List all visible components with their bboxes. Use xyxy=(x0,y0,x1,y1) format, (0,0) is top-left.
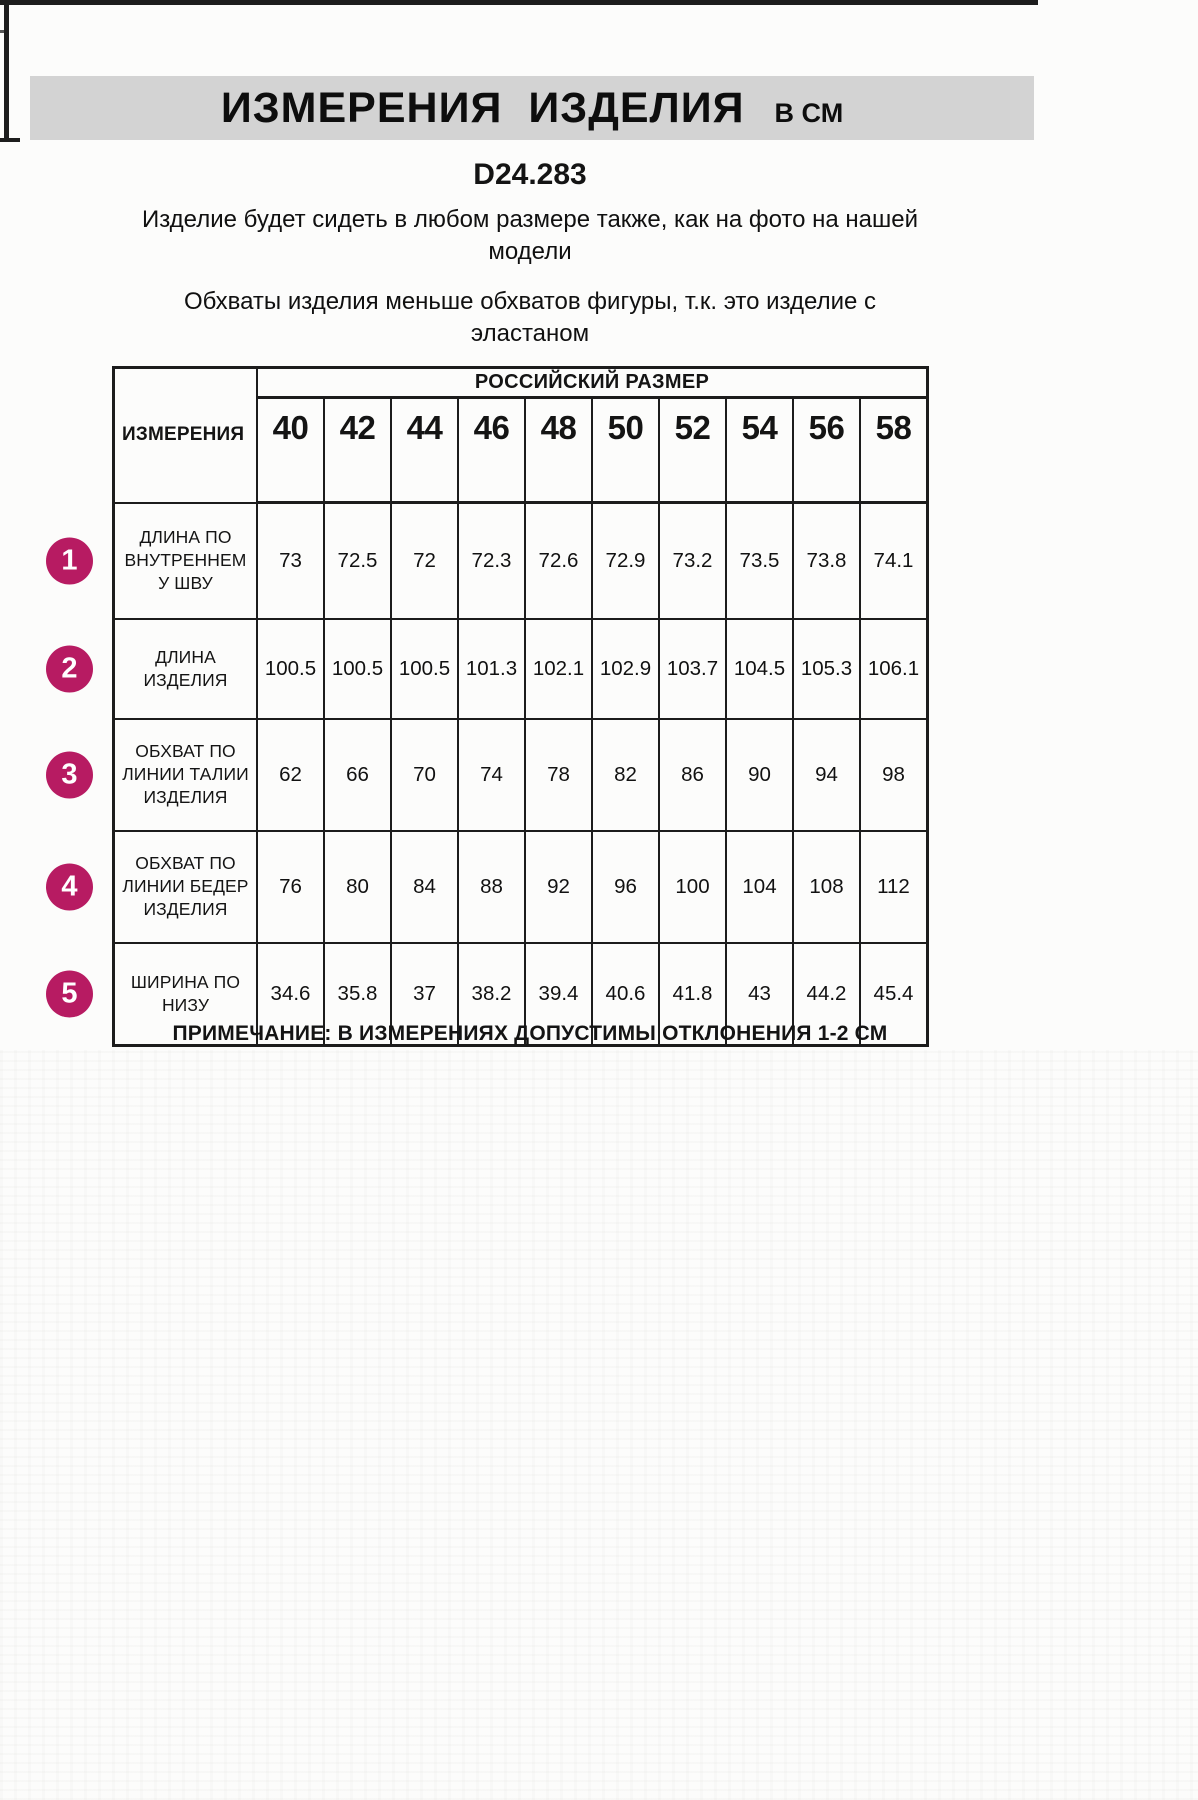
row-label-text: ДЛИНА ПО ВНУТРЕННЕМУ ШВУ xyxy=(124,527,247,593)
value-cell: 98 xyxy=(860,719,928,831)
value-cell: 74.1 xyxy=(860,503,928,619)
value-cell: 103.7 xyxy=(659,619,726,719)
value-cell: 72 xyxy=(391,503,458,619)
row-label xyxy=(61,619,258,719)
value-cell: 106.1 xyxy=(860,619,928,719)
row-number-badge: 1 xyxy=(46,537,93,584)
value-cell: 73 xyxy=(257,503,324,619)
row-label xyxy=(61,831,258,943)
value-cell: 104.5 xyxy=(726,619,793,719)
value-cell: 40.6 xyxy=(592,943,659,1046)
value-cell: 112 xyxy=(860,831,928,943)
value-cell: 105.3 xyxy=(793,619,860,719)
size-col-44: 44 xyxy=(391,398,458,503)
row-label xyxy=(61,719,258,831)
value-cell: 102.9 xyxy=(592,619,659,719)
title-bar xyxy=(30,76,1034,140)
value-cell: 35.8 xyxy=(324,943,391,1046)
value-cell: 80 xyxy=(324,831,391,943)
scan-paper-noise xyxy=(0,1050,1198,1800)
value-cell: 88 xyxy=(458,831,525,943)
size-col-56: 56 xyxy=(793,398,860,503)
value-cell: 92 xyxy=(525,831,592,943)
table-row xyxy=(114,503,928,619)
table-row xyxy=(114,719,928,831)
value-cell: 38.2 xyxy=(458,943,525,1046)
size-col-42: 42 xyxy=(324,398,391,503)
row-label xyxy=(61,503,258,619)
table-row xyxy=(114,619,928,719)
intro-paragraph-elastane: Обхваты изделия меньше обхватов фигуры, т.к. это изделие с эластаном xyxy=(183,288,877,347)
size-col-48: 48 xyxy=(525,398,592,503)
value-cell: 66 xyxy=(324,719,391,831)
value-cell: 84 xyxy=(391,831,458,943)
value-cell: 44.2 xyxy=(793,943,860,1046)
value-cell: 73.8 xyxy=(793,503,860,619)
value-cell: 72.3 xyxy=(458,503,525,619)
scan-artifact-tick xyxy=(0,138,20,142)
russian-size-header: РОССИЙСКИЙ РАЗМЕР xyxy=(257,368,928,398)
value-cell: 78 xyxy=(525,719,592,831)
value-cell: 108 xyxy=(793,831,860,943)
row-number-badge: 5 xyxy=(46,970,93,1017)
value-cell: 45.4 xyxy=(860,943,928,1046)
value-cell: 100.5 xyxy=(257,619,324,719)
size-col-52: 52 xyxy=(659,398,726,503)
value-cell: 100.5 xyxy=(324,619,391,719)
title-unit-cm: В СМ xyxy=(774,97,844,128)
value-cell: 102.1 xyxy=(525,619,592,719)
size-table xyxy=(61,366,929,1047)
value-cell: 76 xyxy=(257,831,324,943)
value-cell: 101.3 xyxy=(458,619,525,719)
size-table-wrap xyxy=(61,366,929,1047)
value-cell: 73.5 xyxy=(726,503,793,619)
size-col-50: 50 xyxy=(592,398,659,503)
value-cell: 37 xyxy=(391,943,458,1046)
value-cell: 62 xyxy=(257,719,324,831)
value-cell: 34.6 xyxy=(257,943,324,1046)
group-header-row xyxy=(114,368,928,398)
value-cell: 72.6 xyxy=(525,503,592,619)
value-cell: 86 xyxy=(659,719,726,831)
scan-artifact-top-line xyxy=(0,0,1038,5)
value-cell: 39.4 xyxy=(525,943,592,1046)
size-col-46: 46 xyxy=(458,398,525,503)
value-cell: 72.5 xyxy=(324,503,391,619)
product-code: D24.283 xyxy=(473,158,587,191)
value-cell: 72.9 xyxy=(592,503,659,619)
scan-artifact-left-line xyxy=(4,5,9,138)
row-number-badge: 2 xyxy=(46,645,93,692)
intro-paragraph-fit: Изделие будет сидеть в любом размере также, как на фото на нашей модели xyxy=(141,206,919,265)
value-cell: 73.2 xyxy=(659,503,726,619)
size-col-40: 40 xyxy=(257,398,324,503)
row-label-text: ДЛИНА ИЗДЕЛИЯ xyxy=(143,646,228,690)
note-text: ПРИМЕЧАНИЕ: В ИЗМЕРЕНИЯХ ДОПУСТИМЫ ОТКЛОНЕНИЯ 1-2 СМ xyxy=(172,1022,888,1045)
value-cell: 70 xyxy=(391,719,458,831)
value-cell: 100.5 xyxy=(391,619,458,719)
value-cell: 90 xyxy=(726,719,793,831)
size-col-54: 54 xyxy=(726,398,793,503)
value-cell: 96 xyxy=(592,831,659,943)
corner-label: ИЗМЕРЕНИЯ xyxy=(114,368,258,503)
value-cell: 74 xyxy=(458,719,525,831)
measurement-rows xyxy=(61,503,928,1046)
table-row xyxy=(114,831,928,943)
value-cell: 82 xyxy=(592,719,659,831)
value-cell: 104 xyxy=(726,831,793,943)
row-label-text: ШИРИНА ПО НИЗУ xyxy=(130,971,241,1015)
value-cell: 43 xyxy=(726,943,793,1046)
row-number-badge: 3 xyxy=(46,751,93,798)
value-cell: 94 xyxy=(793,719,860,831)
title-word-measurements: ИЗМЕРЕНИЯ xyxy=(220,83,503,132)
value-cell: 100 xyxy=(659,831,726,943)
row-number-badge: 4 xyxy=(46,863,93,910)
title-word-product: ИЗДЕЛИЯ xyxy=(528,83,745,132)
size-col-58: 58 xyxy=(860,398,928,503)
row-label-text: ОБХВАТ ПО ЛИНИИ БЕДЕР ИЗДЕЛИЯ xyxy=(122,853,249,919)
row-label-text: ОБХВАТ ПО ЛИНИИ ТАЛИИ ИЗДЕЛИЯ xyxy=(122,741,249,807)
value-cell: 41.8 xyxy=(659,943,726,1046)
